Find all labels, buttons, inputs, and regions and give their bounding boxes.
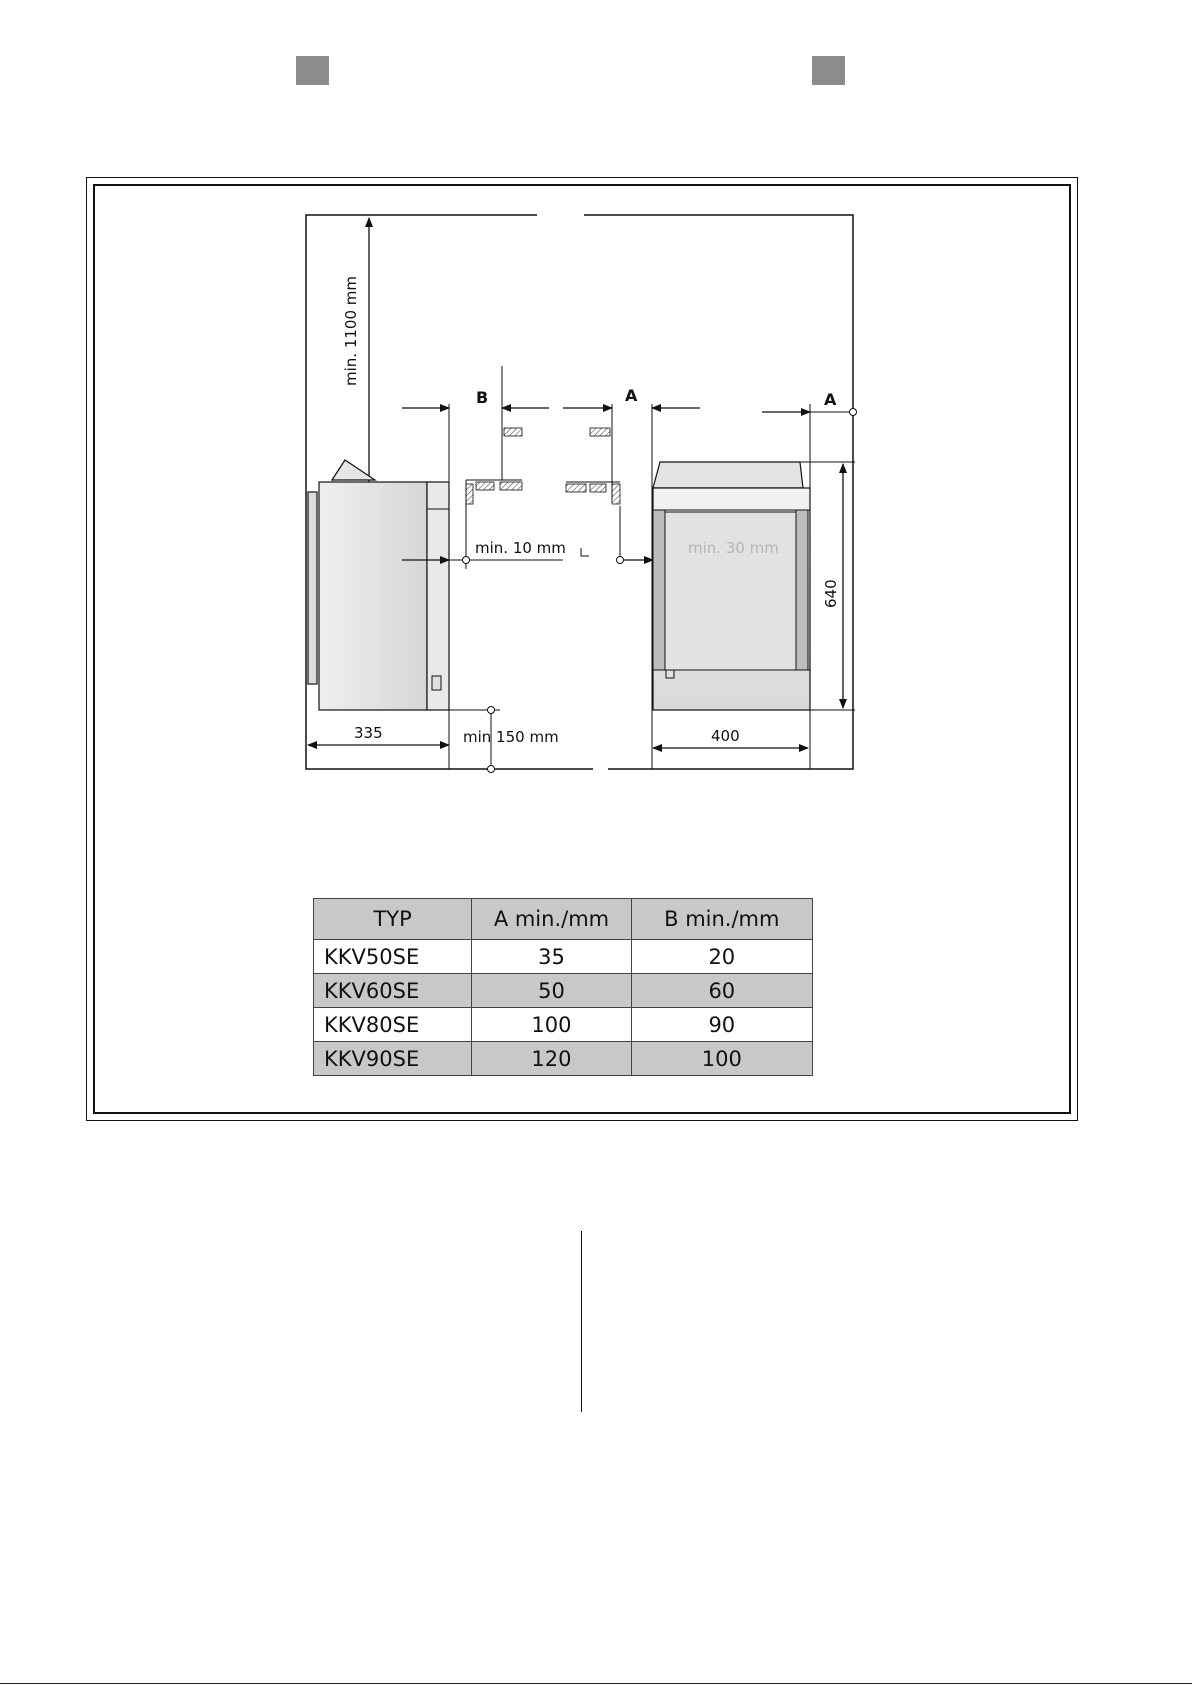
depth-label: 335 — [354, 724, 383, 742]
side-wall-section — [449, 366, 522, 769]
cell-a: 120 — [472, 1042, 631, 1076]
label-a-right: A — [824, 390, 837, 409]
floor-gap-label: min 150 mm — [463, 728, 559, 746]
floor-gap-dimension — [449, 707, 559, 773]
column-divider — [581, 1231, 582, 1412]
height-label: 640 — [822, 579, 840, 608]
cell-b: 60 — [631, 974, 812, 1008]
side-gap-label: min. 10 mm — [475, 539, 566, 557]
a-dimension-middle — [563, 386, 700, 408]
corner-wall-section — [566, 404, 652, 769]
cell-typ: KKV90SE — [314, 1042, 472, 1076]
cell-a: 100 — [472, 1008, 631, 1042]
cell-typ: KKV60SE — [314, 974, 472, 1008]
width-label: 400 — [711, 727, 740, 745]
table-row — [314, 974, 813, 1008]
cell-typ: KKV80SE — [314, 1008, 472, 1042]
cell-a: 35 — [472, 940, 631, 974]
top-clearance-dimension — [342, 218, 369, 492]
cell-b: 20 — [631, 940, 812, 974]
cell-typ: KKV50SE — [314, 940, 472, 974]
label-a-middle: A — [625, 386, 638, 405]
table-row — [314, 940, 813, 974]
b-dimension — [402, 388, 549, 408]
cell-b: 90 — [631, 1008, 812, 1042]
heater-front-view — [653, 404, 810, 769]
cell-b: 100 — [631, 1042, 812, 1076]
cell-a: 50 — [472, 974, 631, 1008]
header-b: B min./mm — [631, 899, 812, 940]
heater-side-view — [308, 460, 449, 710]
label-b: B — [476, 388, 489, 407]
depth-dimension — [308, 724, 449, 745]
width-dimension — [653, 727, 808, 748]
clearance-top-label: min. 1100 mm — [342, 276, 360, 386]
table-row — [314, 1042, 813, 1076]
clearance-table — [313, 898, 813, 1076]
bottom-rule — [0, 1683, 1192, 1684]
table-row — [314, 1008, 813, 1042]
table-header-row — [314, 899, 813, 940]
a-dimension-right — [762, 390, 857, 416]
header-typ: TYP — [314, 899, 472, 940]
front-gap-label: min. 30 mm — [688, 539, 779, 557]
header-a: A min./mm — [472, 899, 631, 940]
